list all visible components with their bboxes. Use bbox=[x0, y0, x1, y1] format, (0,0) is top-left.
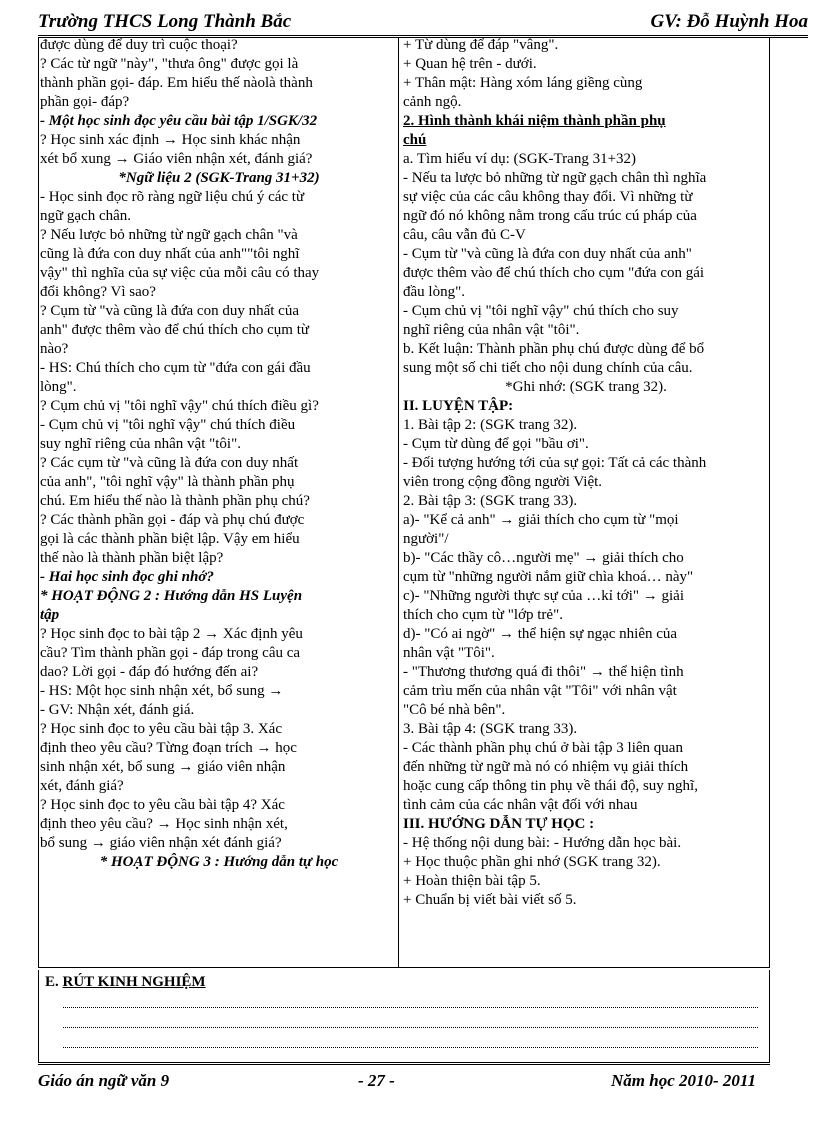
text-line: được dùng để duy trì cuộc thoại? bbox=[40, 37, 238, 53]
text-line: *Ngữ liệu 2 (SGK-Trang 31+32) bbox=[118, 170, 320, 186]
text-line: - GV: Nhận xét, đánh giá. bbox=[40, 702, 195, 718]
text-line: ? Học sinh đọc to yêu cầu bài tập 4? Xác bbox=[40, 797, 285, 813]
text-line: nghĩ riêng của nhân vật "tôi". bbox=[403, 322, 580, 338]
text-line: phần gọi- đáp? bbox=[40, 94, 130, 110]
text-line: *Ghi nhớ: (SGK trang 32). bbox=[505, 379, 667, 395]
text-line: bổ sung → giáo viên nhận xét đánh giá? bbox=[40, 835, 282, 851]
text-line: a)- "Kể cả anh" → giải thích cho cụm từ "mọi bbox=[403, 512, 679, 528]
text-line: - HS: Một học sinh nhận xét, bổ sung → bbox=[40, 683, 284, 699]
text-line: chú bbox=[403, 132, 427, 148]
text-line: d)- "Có ai ngờ" → thể hiện sự ngạc nhiên của bbox=[403, 626, 678, 642]
text-line: xét, đánh giá? bbox=[40, 778, 124, 794]
text-line: + Từ dùng để đáp "vâng". bbox=[403, 37, 559, 53]
text-line: b)- "Các thầy cô…người mẹ" → giải thích cho bbox=[403, 550, 684, 566]
text-line: - Đối tượng hướng tới của sự gọi: Tất cả các thành bbox=[403, 455, 707, 471]
text-line: sự việc của các câu không thay đổi. Vì những từ bbox=[403, 189, 693, 205]
text-line: ? Nếu lược bỏ những từ ngữ gạch chân "và bbox=[40, 227, 298, 243]
text-line: - Cụm từ "và cũng là đứa con duy nhất của anh" bbox=[403, 246, 692, 262]
text-line: ? Cụm từ "và cũng là đứa con duy nhất của bbox=[40, 303, 299, 319]
text-line: b. Kết luận: Thành phần phụ chú được dùng để bổ bbox=[403, 341, 705, 357]
page-header bbox=[38, 8, 808, 38]
right-column bbox=[401, 36, 769, 910]
text-line: cầu? Tìm thành phần gọi - đáp trong câu ca bbox=[40, 645, 301, 661]
text-line: * HOẠT ĐỘNG 3 : Hướng dẫn tự học bbox=[99, 854, 339, 870]
text-line: - Một học sinh đọc yêu cầu bài tập 1/SGK/32 bbox=[40, 113, 318, 129]
section-title bbox=[45, 974, 206, 991]
text-line: III. HƯỚNG DẪN TỰ HỌC : bbox=[403, 816, 595, 832]
text-line: người"/ bbox=[403, 531, 449, 547]
text-line: - HS: Chú thích cho cụm từ "đứa con gái đầu bbox=[40, 360, 311, 376]
school-name: Trường THCS Long Thành Bắc bbox=[38, 11, 292, 32]
text-line: anh" được thêm vào để chú thích cho cụm từ bbox=[40, 322, 309, 338]
text-line: sinh nhận xét, bổ sung → giáo viên nhận bbox=[40, 759, 286, 775]
section-number: E. bbox=[45, 974, 63, 990]
text-line: của anh", "tôi nghĩ vậy" là thành phần phụ bbox=[40, 474, 295, 490]
text-line: ? Học sinh đọc to bài tập 2 → Xác định yêu bbox=[40, 626, 303, 642]
text-line: + Hoàn thiện bài tập 5. bbox=[403, 873, 541, 889]
text-line: xét bổ xung → Giáo viên nhận xét, đánh giá? bbox=[40, 151, 313, 167]
column-divider bbox=[398, 38, 399, 968]
teacher-name: GV: Đỗ Huỳnh Hoa bbox=[650, 11, 808, 32]
blank-line bbox=[63, 1026, 758, 1028]
text-line: 2. Bài tập 3: (SGK trang 33). bbox=[403, 493, 578, 509]
blank-line bbox=[63, 1006, 758, 1008]
text-line: - Hệ thống nội dung bài: - Hướng dẫn học bài. bbox=[403, 835, 682, 851]
text-line: tập bbox=[40, 607, 60, 623]
text-line: - "Thương thương quá đi thôi" → thể hiện tình bbox=[403, 664, 684, 680]
text-line: vậy" thì nghĩa của sự việc của mỗi câu có thay bbox=[40, 265, 320, 281]
text-line: cảnh ngộ. bbox=[403, 94, 462, 110]
text-line: ? Học sinh xác định → Học sinh khác nhận bbox=[40, 132, 301, 148]
text-line: ? Các thành phần gọi - đáp và phụ chú được bbox=[40, 512, 305, 528]
text-line: định theo yêu cầu? → Học sinh nhận xét, bbox=[40, 816, 288, 832]
text-line: * HOẠT ĐỘNG 2 : Hướng dẫn HS Luyện bbox=[40, 588, 303, 604]
text-line: - Các thành phần phụ chú ở bài tập 3 liên quan bbox=[403, 740, 683, 756]
text-line: viên trong cộng đồng người Việt. bbox=[403, 474, 603, 490]
text-line: - Hai học sinh đọc ghi nhớ? bbox=[40, 569, 214, 585]
footer-subject: Giáo án ngữ văn 9 bbox=[38, 1071, 170, 1090]
text-line: tình cảm của các nhân vật đối với nhau bbox=[403, 797, 638, 813]
text-line: cảm trìu mến của nhân vật "Tôi" với nhân vật bbox=[403, 683, 677, 699]
text-line: ? Học sinh đọc to yêu cầu bài tập 3. Xác bbox=[40, 721, 282, 737]
text-line: + Chuẩn bị viết bài viết số 5. bbox=[403, 892, 577, 908]
text-line: thích cho cụm từ "lớp trẻ". bbox=[403, 607, 563, 623]
text-line: a. Tìm hiểu ví dụ: (SGK-Trang 31+32) bbox=[403, 151, 637, 167]
text-line: được thêm vào để chú thích cho cụm "đứa con gái bbox=[403, 265, 705, 281]
text-line: dao? Lời gọi - đáp đó hướng đến ai? bbox=[40, 664, 259, 680]
text-line: nào? bbox=[40, 341, 69, 357]
text-line: thế nào là thành phần biệt lập? bbox=[40, 550, 224, 566]
text-line: + Thân mật: Hàng xóm láng giềng cùng bbox=[403, 75, 643, 91]
text-line: ? Các cụm từ "và cũng là đứa con duy nhất bbox=[40, 455, 299, 471]
blank-line bbox=[63, 1046, 758, 1048]
text-line: suy nghĩ riêng của nhân vật "tôi". bbox=[40, 436, 241, 452]
text-line: lòng". bbox=[40, 379, 77, 395]
text-line: - Nếu ta lược bỏ những từ ngữ gạch chân thì nghĩa bbox=[403, 170, 707, 186]
text-line: - Cụm chủ vị "tôi nghĩ vậy" chú thích cho suy bbox=[403, 303, 679, 319]
text-line: cũng là đứa con duy nhất của anh""tôi nghĩ bbox=[40, 246, 300, 262]
text-line: - Cụm từ dùng để gọi "bầu ơi". bbox=[403, 436, 589, 452]
footer-school-year: Năm học 2010- 2011 bbox=[611, 1071, 756, 1090]
text-line: chú. Em hiểu thế nào là thành phần phụ chú? bbox=[40, 493, 310, 509]
text-line: đến những từ ngữ mà nó có nhiệm vụ giải thích bbox=[403, 759, 689, 775]
text-line: ? Cụm chủ vị "tôi nghĩ vậy" chú thích điều gì? bbox=[40, 398, 319, 414]
text-line: 2. Hình thành khái niệm thành phần phụ bbox=[403, 113, 666, 129]
text-line: + Học thuộc phần ghi nhớ (SGK trang 32). bbox=[403, 854, 661, 870]
text-line: định theo yêu cầu? Từng đoạn trích → học bbox=[40, 740, 297, 756]
text-line: 3. Bài tập 4: (SGK trang 33). bbox=[403, 721, 578, 737]
left-column bbox=[38, 36, 398, 872]
text-line: câu, câu vẫn đủ C-V bbox=[403, 227, 526, 243]
page-number: - 27 - bbox=[358, 1071, 395, 1090]
text-line: ngữ đó nó không nằm trong cấu trúc cú pháp của bbox=[403, 208, 697, 224]
text-line: thành phần gọi- đáp. Em hiểu thế nàolà thành bbox=[40, 75, 313, 91]
text-line: nhân vật "Tôi". bbox=[403, 645, 495, 661]
text-line: - Học sinh đọc rõ ràng ngữ liệu chú ý các từ bbox=[40, 189, 305, 205]
text-line: đổi không? Vì sao? bbox=[40, 284, 156, 300]
page-footer bbox=[38, 1062, 770, 1092]
text-line: ngữ gạch chân. bbox=[40, 208, 132, 224]
lesson-review-section bbox=[38, 970, 770, 1062]
text-line: hoặc cung cấp thông tin phụ về thái độ, suy nghĩ, bbox=[403, 778, 698, 794]
text-line: II. LUYỆN TẬP: bbox=[403, 398, 514, 414]
text-line: cụm từ "những người nắm giữ chìa khoá… này" bbox=[403, 569, 694, 585]
section-heading: RÚT KINH NGHIỆM bbox=[62, 974, 206, 990]
text-line: đầu lòng". bbox=[403, 284, 465, 300]
text-line: + Quan hệ trên - dưới. bbox=[403, 56, 537, 72]
text-line: c)- "Những người thực sự của …kỉ tới" → giải bbox=[403, 588, 685, 604]
text-line: sung một số chi tiết cho nội dung chính của câu. bbox=[403, 360, 693, 376]
text-line: "Cô bé nhà bên". bbox=[403, 702, 506, 718]
text-line: 1. Bài tập 2: (SGK trang 32). bbox=[403, 417, 578, 433]
text-line: ? Các từ ngữ "này", "thưa ông" được gọi là bbox=[40, 56, 299, 72]
text-line: - Cụm chủ vị "tôi nghĩ vậy" chú thích điều bbox=[40, 417, 296, 433]
text-line: gọi là các thành phần biệt lập. Vậy em hiểu bbox=[40, 531, 300, 547]
